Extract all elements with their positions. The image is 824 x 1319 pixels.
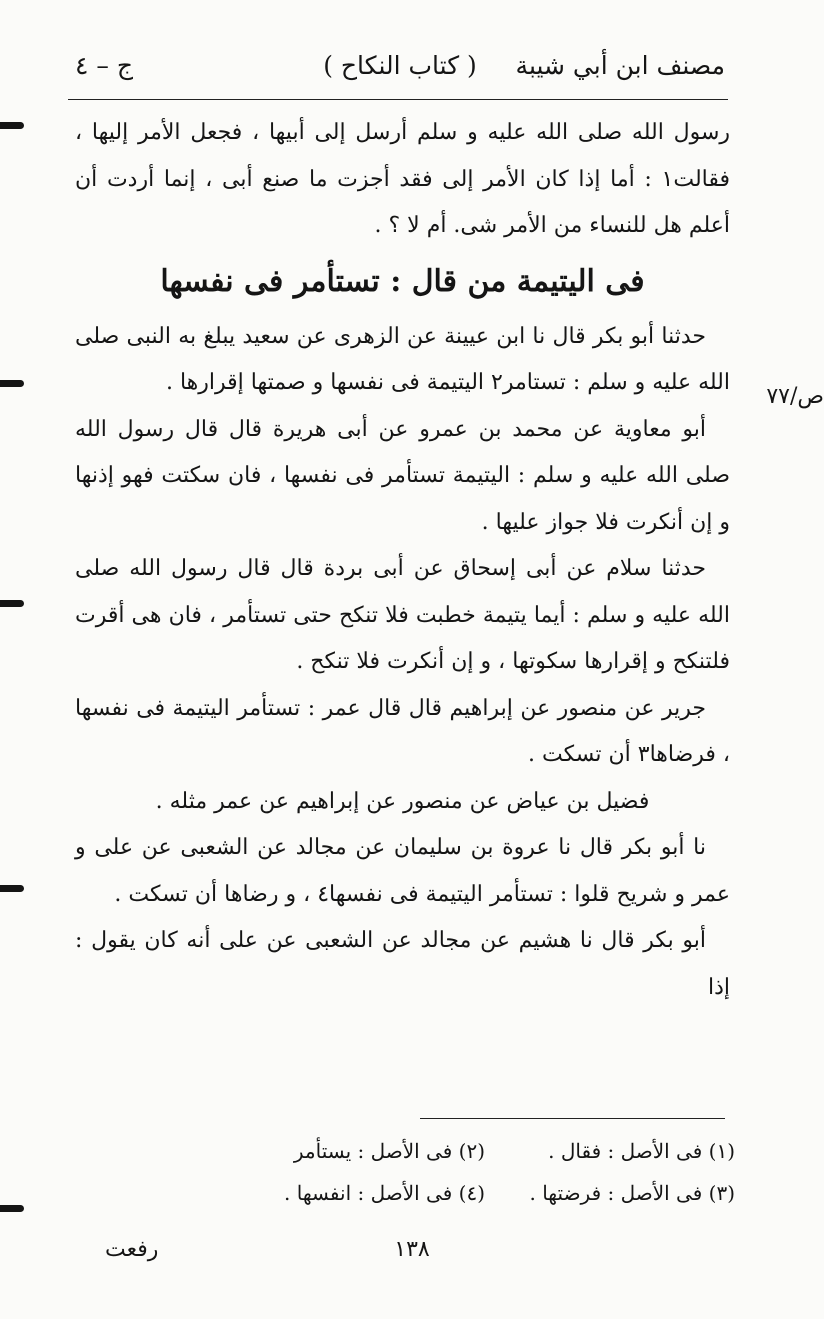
- footnotes: [235, 1130, 735, 1214]
- book-title: مصنف ابن أبي شيبة: [515, 51, 725, 80]
- margin-reference: ص/٧٧: [766, 384, 824, 409]
- footnote: (٣) فى الأصل : فرضتها .: [529, 1181, 735, 1205]
- footnote: (٤) فى الأصل : انفسها .: [284, 1181, 485, 1205]
- chapter-title: ( كتاب النكاح ): [323, 51, 477, 80]
- paragraph: أبو معاوية عن محمد بن عمرو عن أبى هريرة قال قال رسول الله صلى الله عليه و سلم : اليتيمة تستأمر فى نفسها ، فان سكتت فهو إذنها و إن أنكرت فلا جواز عليها .: [75, 416, 730, 535]
- main-text: [75, 110, 730, 1011]
- scan-edge-mark: [0, 600, 24, 607]
- scan-edge-mark: [0, 122, 24, 129]
- paragraph: حدثنا أبو بكر قال نا ابن عيينة عن الزهرى عن سعيد يبلغ به النبى صلى الله عليه و سلم : تستامر٢ اليتيمة فى نفسها و صمتها إقرارها .: [75, 323, 730, 395]
- running-header: [75, 45, 725, 91]
- paragraph: فضيل بن عياض عن منصور عن إبراهيم عن عمر مثله .: [155, 788, 650, 814]
- printer-signature: رفعت: [105, 1237, 159, 1262]
- page-number: ١٣٨: [394, 1237, 430, 1262]
- scan-edge-mark: [0, 885, 24, 892]
- paragraph: نا أبو بكر قال نا عروة بن سليمان عن مجالد عن الشعبى عن على و عمر و شريح قلوا : تستأمر اليتيمة فى نفسها٤ ، و رضاها أن تسكت .: [75, 835, 730, 907]
- footnote: (١) فى الأصل : فقال .: [548, 1139, 735, 1163]
- paragraph: رسول الله صلى الله عليه و سلم أرسل إلى أبيها ، فجعل الأمر إليها ، فقالت١ : أما إذا كان الأمر إلى فقد أجزت ما صنع أبى ، إنما أردت أن أعلم هل للنساء من الأمر شى. أم لا ؟ .: [75, 120, 730, 238]
- paragraph: أبو بكر قال نا هشيم عن مجالد عن الشعبى عن على أنه كان يقول : إذا: [75, 928, 730, 1000]
- header-rule: [68, 99, 728, 100]
- footnote-rule: [420, 1118, 725, 1119]
- scan-edge-mark: [0, 380, 24, 387]
- paragraph: جرير عن منصور عن إبراهيم قال قال عمر : تستأمر اليتيمة فى نفسها ، فرضاها٣ أن تسكت .: [75, 695, 730, 767]
- scan-edge-mark: [0, 1205, 24, 1212]
- footnote: (٢) فى الأصل : يستأمر: [293, 1139, 485, 1163]
- section-heading: فى اليتيمة من قال : تستأمر فى نفسها: [160, 263, 645, 299]
- paragraph: حدثنا سلام عن أبى إسحاق عن أبى بردة قال قال رسول الله صلى الله عليه و سلم : أيما يتيمة خطبت فلا تنكح حتى تستأمر ، فان هى أقرت فلتنكح و إقرارها سكوتها ، و إن أنكرت فلا تنكح .: [75, 556, 730, 674]
- volume-label: ج – ٤: [75, 51, 133, 80]
